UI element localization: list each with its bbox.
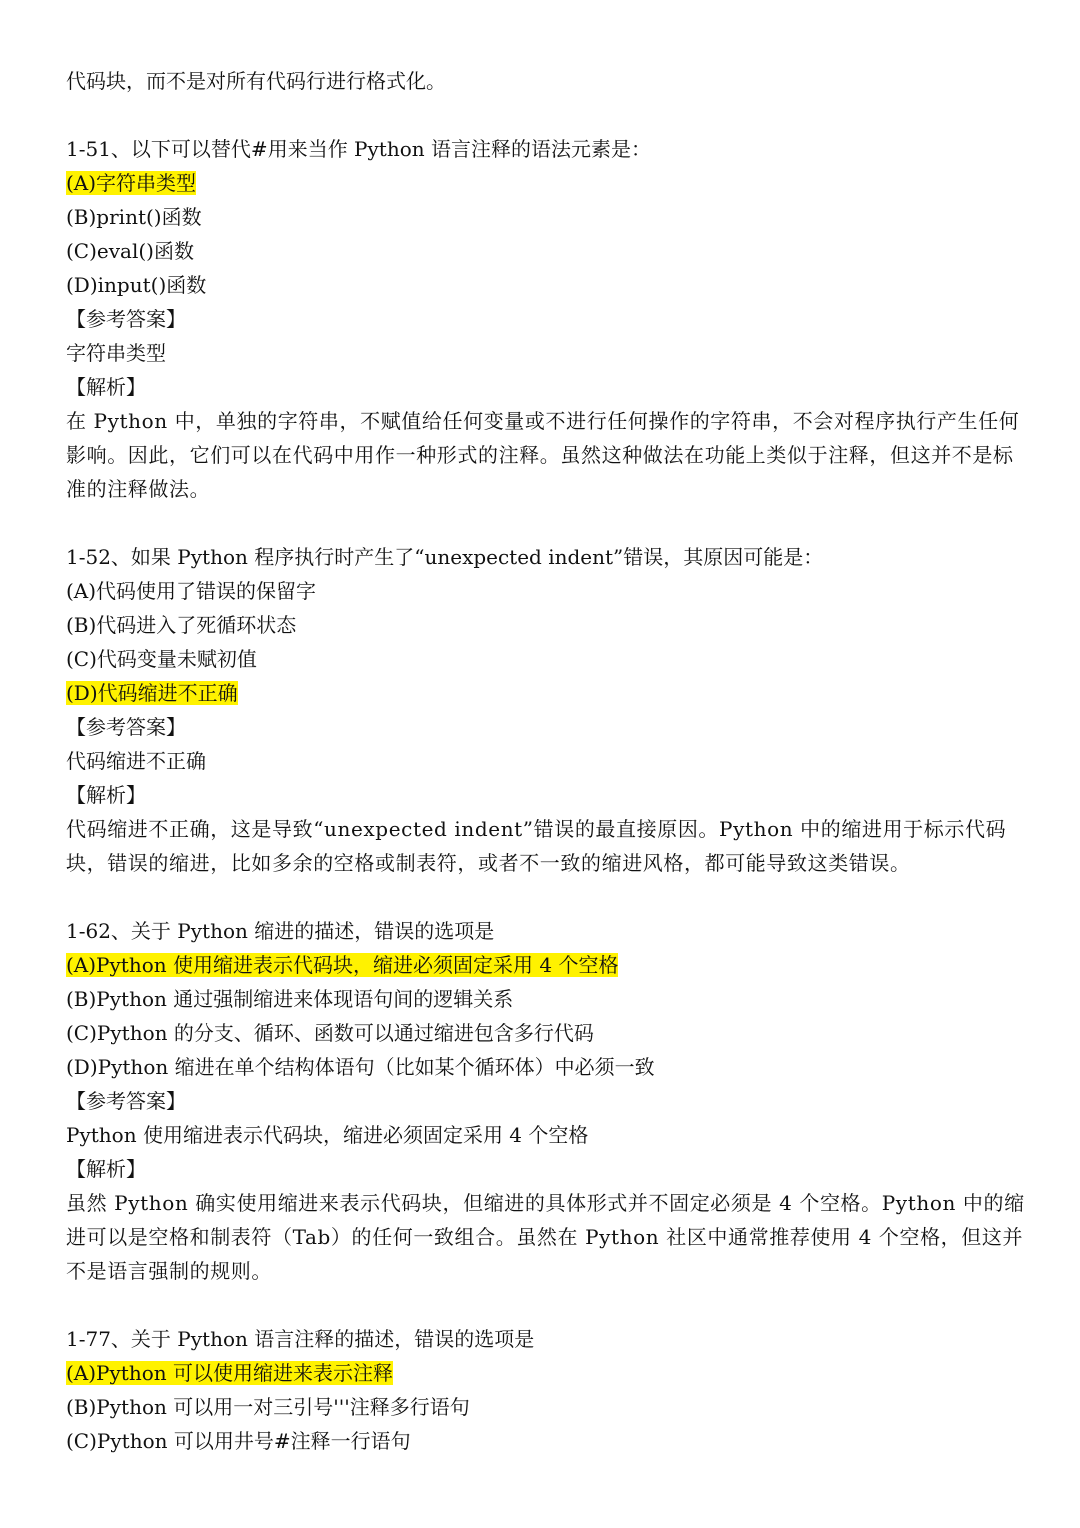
answer-heading: 【参考答案】 [66,1089,186,1113]
answer-heading: 【参考答案】 [66,307,186,331]
question-block [66,540,1026,880]
intro-text: 代码块，而不是对所有代码行进行格式化。 [66,69,446,93]
question-stem: 1-52、如果 Python 程序执行时产生了“unexpected indent”错误，其原因可能是： [66,545,824,569]
analysis-heading: 【解析】 [66,783,146,807]
highlighted-answer-option: (A)Python 可以使用缩进来表示注释 [66,1361,394,1385]
highlighted-answer-option: (A)Python 使用缩进表示代码块，缩进必须固定采用 4 个空格 [66,953,619,977]
option-d: (D)input()函数 [66,273,207,297]
option-a [66,166,1026,200]
question-stem: 1-62、关于 Python 缩进的描述，错误的选项是 [66,919,495,943]
answer-text: Python 使用缩进表示代码块，缩进必须固定采用 4 个空格 [66,1123,589,1147]
analysis-text: 虽然 Python 确实使用缩进来表示代码块，但缩进的具体形式并不固定必须是 4 个空格。Python 中的缩进可以是空格和制表符（Tab）的任何一致组合。虽然在 Python 社区中通常推荐使用 4 个空格，但这并不是语言强制的规则。 [66,1191,1025,1283]
analysis-heading: 【解析】 [66,375,146,399]
option-c: (C)Python 的分支、循环、函数可以通过缩进包含多行代码 [66,1021,594,1045]
question-block [66,132,1026,506]
option-a [66,1356,1026,1390]
answer-heading: 【参考答案】 [66,715,186,739]
spacer [66,98,1026,132]
option-c: (C)eval()函数 [66,239,194,263]
document-page [66,64,1026,1458]
option-b: (B)print()函数 [66,205,202,229]
highlighted-answer-option: (D)代码缩进不正确 [66,681,238,705]
question-stem: 1-77、关于 Python 语言注释的描述，错误的选项是 [66,1327,535,1351]
option-d: (D)Python 缩进在单个结构体语句（比如某个循环体）中必须一致 [66,1055,655,1079]
option-b: (B)代码进入了死循环状态 [66,613,297,637]
option-c: (C)Python 可以用井号#注释一行语句 [66,1429,411,1453]
highlighted-answer-option: (A)字符串类型 [66,171,197,195]
spacer [66,880,1026,914]
question-stem: 1-51、以下可以替代#用来当作 Python 语言注释的语法元素是： [66,137,651,161]
question-block [66,914,1026,1288]
option-d [66,676,1026,710]
option-b: (B)Python 可以用一对三引号'''注释多行语句 [66,1395,470,1419]
option-a [66,948,1026,982]
option-a: (A)代码使用了错误的保留字 [66,579,317,603]
question-block [66,1322,1026,1458]
spacer [66,506,1026,540]
spacer [66,1288,1026,1322]
answer-text: 代码缩进不正确 [66,749,206,773]
analysis-text: 代码缩进不正确，这是导致“unexpected indent”错误的最直接原因。Python 中的缩进用于标示代码块，错误的缩进，比如多余的空格或制表符，或者不一致的缩进风格，都可能导致这类错误。 [66,817,1007,875]
option-b: (B)Python 通过强制缩进来体现语句间的逻辑关系 [66,987,514,1011]
analysis-text: 在 Python 中，单独的字符串，不赋值给任何变量或不进行任何操作的字符串，不会对程序执行产生任何影响。因此，它们可以在代码中用作一种形式的注释。虽然这种做法在功能上类似于注释，但这并不是标准的注释做法。 [66,409,1020,501]
option-c: (C)代码变量未赋初值 [66,647,257,671]
analysis-heading: 【解析】 [66,1157,146,1181]
answer-text: 字符串类型 [66,341,166,365]
